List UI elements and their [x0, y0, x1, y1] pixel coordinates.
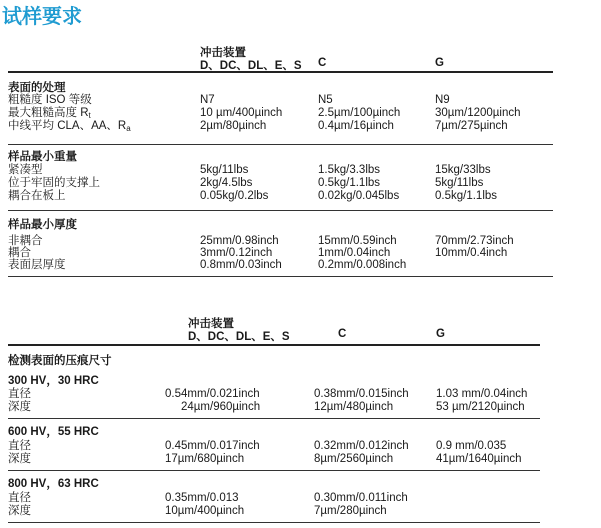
device-header: 冲击装置 [200, 47, 246, 59]
group-heading: 300 HV，30 HRC [8, 375, 99, 387]
cell: 24µm/960µinch [181, 401, 261, 413]
cell: 5kg/11lbs [435, 177, 484, 189]
row-label: 耦合 [8, 247, 31, 259]
cell: 0.30mm/0.011inch [314, 492, 408, 504]
cell: 15kg/33lbs [435, 164, 491, 176]
cell: 15mm/0.59inch [318, 235, 397, 247]
page-title: 试样要求 [2, 6, 82, 28]
cell: 2.5µm/100µinch [318, 107, 401, 119]
cell: 10µm/400µinch [165, 505, 245, 517]
cell: 70mm/2.73inch [435, 235, 514, 247]
cell: 0.35mm/0.013 [165, 492, 239, 504]
row-label: 位于牢固的支撑上 [8, 177, 100, 189]
section-rule [8, 418, 540, 419]
col-header-2: C [338, 328, 347, 340]
cell: N9 [435, 94, 450, 106]
col-header-1: D、DC、DL、E、S [200, 60, 302, 72]
cell: 8µm/2560µinch [314, 453, 394, 465]
col-header-3: G [436, 328, 445, 340]
cell: N5 [318, 94, 333, 106]
row-label: 紧凑型 [8, 164, 43, 176]
table-rule [8, 344, 540, 346]
cell: 1mm/0.04inch [318, 247, 391, 259]
table-rule [8, 276, 553, 277]
col-header-3: G [435, 57, 444, 69]
cell: 5kg/11lbs [200, 164, 249, 176]
row-label: 深度 [8, 453, 31, 465]
row-label: 深度 [8, 401, 31, 413]
device-header: 冲击装置 [188, 318, 234, 330]
cell: 12µm/480µinch [314, 401, 394, 413]
section-rule [8, 210, 553, 211]
cell: 0.02kg/0.045lbs [318, 190, 400, 202]
cell: 3mm/0.12inch [200, 247, 273, 259]
section-rule [8, 144, 553, 145]
row-label: 深度 [8, 505, 31, 517]
section-heading: 样品最小厚度 [8, 219, 77, 231]
cell: 7µm/280µinch [314, 505, 387, 517]
row-label: 耦合在板上 [8, 190, 66, 202]
cell: 0.8mm/0.03inch [200, 259, 282, 271]
cell: 2µm/80µinch [200, 120, 267, 132]
cell: 0.4µm/16µinch [318, 120, 394, 132]
cell: 0.32mm/0.012inch [314, 440, 409, 452]
cell: 2kg/4.5lbs [200, 177, 253, 189]
cell: 0.38mm/0.015inch [314, 388, 409, 400]
row-label: 直径 [8, 492, 31, 504]
cell: 7µm/275µinch [435, 120, 508, 132]
row-label: 非耦合 [8, 235, 43, 247]
row-label: 粗糙度 ISO 等级 [8, 94, 92, 106]
cell: 0.2mm/0.008inch [318, 259, 407, 271]
cell: 0.5kg/1.1lbs [435, 190, 498, 202]
section-heading: 表面的处理 [8, 82, 66, 94]
col-header-1: D、DC、DL、E、S [188, 331, 290, 343]
row-label: 直径 [8, 388, 31, 400]
cell: 53 µm/2120µinch [436, 401, 525, 413]
cell: 0.05kg/0.2lbs [200, 190, 269, 202]
row-label: 表面层厚度 [8, 259, 66, 271]
cell: 41µm/1640µinch [436, 453, 522, 465]
cell: 0.45mm/0.017inch [165, 440, 260, 452]
row-label: 中线平均 CLA、AA、$R_a$ [8, 120, 131, 133]
cell: 0.5kg/1.1lbs [318, 177, 381, 189]
cell: 1.5kg/3.3lbs [318, 164, 381, 176]
cell: 30µm/1200µinch [435, 107, 521, 119]
col-header-2: C [318, 57, 327, 69]
cell: 25mm/0.98inch [200, 235, 279, 247]
row-label: 直径 [8, 440, 31, 452]
section-heading: 检测表面的压痕尺寸 [8, 355, 112, 367]
table-rule [8, 522, 540, 523]
section-heading: 样品最小重量 [8, 151, 77, 163]
cell: 10 µm/400µinch [200, 107, 283, 119]
cell: 0.54mm/0.021inch [165, 388, 260, 400]
table-rule [8, 71, 553, 73]
cell: 0.9 mm/0.035 [436, 440, 507, 452]
cell: N7 [200, 94, 215, 106]
cell: 17µm/680µinch [165, 453, 245, 465]
cell: 10mm/0.4inch [435, 247, 508, 259]
cell: 1.03 mm/0.04inch [436, 388, 528, 400]
section-rule [8, 470, 540, 471]
group-heading: 600 HV，55 HRC [8, 426, 99, 438]
row-label: 最大粗糙高度 $R_t$ [8, 107, 91, 120]
group-heading: 800 HV，63 HRC [8, 478, 99, 490]
